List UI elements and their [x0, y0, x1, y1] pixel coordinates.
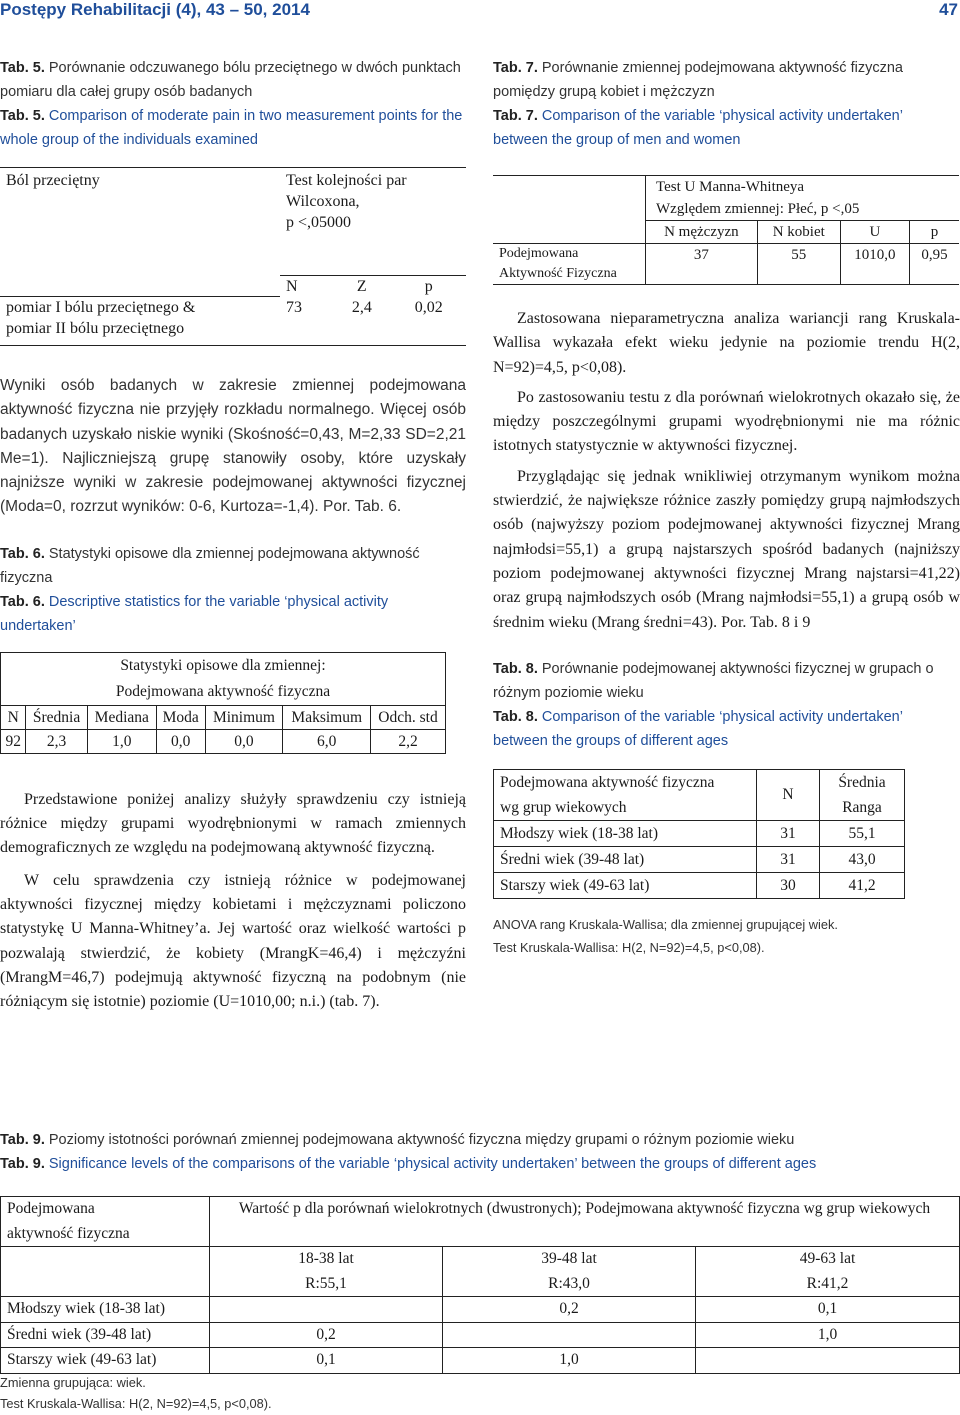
- tab7-row-label: Podejmowana Aktywność Fizyczna: [493, 244, 646, 285]
- tab9-cell: 0,1: [210, 1348, 443, 1374]
- tab9-notes: [0, 1372, 960, 1414]
- tab9-note-1: Zmienna grupująca: wiek.: [0, 1375, 146, 1390]
- tab9-cell: [210, 1297, 443, 1323]
- tab8-head-rank: Średnia Ranga: [820, 769, 905, 820]
- tab9-row: [1, 1348, 960, 1374]
- tab5-row-n: 73: [280, 297, 332, 346]
- tab5-caption-pl: Porównanie odczuwanego bólu przeciętnego w dwóch punktach pomiaru dla całej grupy osób badanych: [0, 60, 461, 100]
- tab8-row-label: Młodszy wiek (18-38 lat): [494, 820, 757, 846]
- tab7-caption: [493, 56, 960, 152]
- left-column: [0, 56, 466, 1014]
- tab6-value: 2,2: [371, 729, 446, 753]
- tab9-row: [1, 1322, 960, 1348]
- tab8-table: [493, 769, 905, 899]
- tab6-head: Średnia: [26, 705, 87, 729]
- tab5-row-label: pomiar I bólu przeciętnego & pomiar II bólu przeciętnego: [0, 297, 280, 346]
- tab9-row-label: Młodszy wiek (18-38 lat): [1, 1297, 210, 1323]
- left-paragraph-3: W celu sprawdzenia czy istnieją różnice w podejmowanej aktywności fizycznej między kobietami i mężczyznami policzono statystykę U Manna-Whitney’a. Jej wartość oraz wielkość wartości p pozwalają stwierdzić, że kobiety (MrangK=46,4) i mężczyźni (MrangM=46,7) podejmują aktywność fizyczną na podobnym (nie różniącym się istotnie) poziomie (U=1010,00; n.i.) (tab. 7).: [0, 871, 466, 1011]
- tab7-label-en: Tab. 7.: [493, 108, 538, 124]
- tab9-caption-pl: Poziomy istotności porównań zmiennej podejmowana aktywność fizyczna między grupami o różnym poziomie wieku: [44, 1132, 795, 1148]
- tab5-row-p: 0,02: [392, 297, 466, 346]
- tab5-label-pl: Tab. 5.: [0, 60, 45, 76]
- tab8-head-n: N: [757, 769, 820, 820]
- tab9-label-en: Tab. 9.: [0, 1156, 45, 1172]
- tab7-label-pl: Tab. 7.: [493, 60, 538, 76]
- page-number: 47: [939, 0, 958, 19]
- tab9-row-label: Średni wiek (39-48 lat): [1, 1322, 210, 1348]
- tab9-group: 49-63 lat R:41,2: [696, 1247, 960, 1297]
- tab8-row-rank: 43,0: [820, 846, 905, 872]
- tab8-row: [494, 820, 905, 846]
- tab7-row-u: 1010,0: [840, 244, 909, 285]
- tab8-head-label: Podejmowana aktywność fizyczna wg grup wiekowych: [494, 769, 757, 820]
- tab8-note-2: Test Kruskala-Wallisa: H(2, N=92)=4,5, p<0,08).: [493, 939, 765, 955]
- tab9-cell: 1,0: [443, 1348, 696, 1374]
- tab9-row: [1, 1297, 960, 1323]
- tab6-caption-en: Descriptive statistics for the variable ‘physical activity undertaken’: [0, 593, 389, 634]
- tab5-col-p: p: [392, 275, 466, 297]
- tab8-row-rank: 41,2: [820, 872, 905, 898]
- tab9-note-2: Test Kruskala-Wallisa: H(2, N=92)=4,5, p<0,08).: [0, 1396, 272, 1411]
- tab6-label-en: Tab. 6.: [0, 593, 45, 610]
- tab6-value: 0,0: [205, 729, 283, 753]
- tab8-notes: [493, 913, 960, 959]
- tab8-row-n: 31: [757, 846, 820, 872]
- tab9-cell: 0,1: [696, 1297, 960, 1323]
- tab8-row: [494, 846, 905, 872]
- tab8-label-en: Tab. 8.: [493, 708, 538, 725]
- tab9-cell: [696, 1348, 960, 1374]
- tab5-col-n: N: [280, 275, 332, 297]
- tab9-label-pl: Tab. 9.: [0, 1132, 45, 1148]
- tab5-col-z: Z: [332, 275, 392, 297]
- tab7-caption-en: Comparison of the variable ‘physical activity undertaken’ between the group of men and women: [493, 108, 903, 148]
- tab6-value-row: [1, 729, 446, 753]
- tab6-caption-pl: Statystyki opisowe dla zmiennej podejmowana aktywność fizyczna: [0, 545, 420, 586]
- tab8-note-1: ANOVA rang Kruskala-Wallisa; dla zmiennej grupującej wiek.: [493, 916, 838, 932]
- left-paragraph-2: Przedstawione poniżej analizy służyły sprawdzeniu czy istnieją różnice między grupami wyodrębnionymi w ramach zmiennych demograficznych ze względu na podejmowaną aktywność fizyczną.: [0, 790, 466, 857]
- tab5-label-en: Tab. 5.: [0, 108, 45, 124]
- tab9-head-top: Wartość p dla porównań wielokrotnych (dwustronych); Podejmowana aktywność fizyczna wg grup wiekowych: [210, 1197, 960, 1247]
- tab9-caption: [0, 1128, 960, 1176]
- tab8-row: [494, 872, 905, 898]
- tab6-header-row: [1, 705, 446, 729]
- right-paragraph-3: Przyglądając się jednak wnikliwiej otrzymanym wynikom można stwierdzić, że największe różnice zaszły pomiędzy grupą najmłodszych osób (najwyższy poziom podejmowanej aktywności fizycznej Mrang najmłodsi=55,1) a grupą najstarszych spośród badanych (najniższy poziom podejmowanej aktywności fizycznej Mrang najstarsi=41,22) oraz grupą najmłodszych osób (Mrang najmłodsi=55,1) a grupą osób w średnim wieku (Mrang średni=43). Por. Tab. 8 i 9: [493, 467, 960, 631]
- tab8-row-rank: 55,1: [820, 820, 905, 846]
- right-paragraph-1: Zastosowana nieparametryczna analiza wariancji rang Kruskala-Wallisa wykazała efekt wieku jedynie na poziomie trendu H(2, N=92)=4,5, p<0,08).: [493, 310, 960, 376]
- tab6-value: 2,3: [26, 729, 87, 753]
- tab5-header-left: Ból przeciętny: [0, 168, 280, 297]
- tab8-row-label: Średni wiek (39-48 lat): [494, 846, 757, 872]
- tab9-cell: 0,2: [443, 1297, 696, 1323]
- tab6-value: 1,0: [87, 729, 156, 753]
- tab8-row-n: 31: [757, 820, 820, 846]
- tab9-caption-en: Significance levels of the comparisons of the variable ‘physical activity undertaken’ between the groups of different ages: [44, 1156, 817, 1172]
- tab6-head: Odch. std: [371, 705, 446, 729]
- tab6-title: Statystyki opisowe dla zmiennej: Podejmowana aktywność fizyczna: [1, 652, 446, 705]
- tab6-head: N: [1, 705, 26, 729]
- tab8-caption-en: Comparison of the variable ‘physical activity undertaken’ between the groups of different ages: [493, 708, 903, 749]
- tab9-cell: 0,2: [210, 1322, 443, 1348]
- tab6-head: Minimum: [205, 705, 283, 729]
- tab7-col-p: p: [910, 221, 959, 244]
- journal-title: Postępy Rehabilitacji (4), 43 – 50, 2014: [0, 0, 310, 19]
- tab6-value: 92: [1, 729, 26, 753]
- tab6-caption: [0, 542, 466, 638]
- tab8-label-pl: Tab. 8.: [493, 660, 538, 677]
- tab7-caption-pl: Porównanie zmiennej podejmowana aktywność fizyczna pomiędzy grupą kobiet i mężczyzn: [493, 60, 903, 100]
- tab5-row-z: 2,4: [332, 297, 392, 346]
- tab7-table: [493, 175, 959, 285]
- tab7-col-u: U: [840, 221, 909, 244]
- tab9-group-blank: [1, 1247, 210, 1297]
- page-header: [0, 0, 960, 26]
- tab9-group: 18-38 lat R:55,1: [210, 1247, 443, 1297]
- tab9-table: [0, 1196, 960, 1374]
- tab6-head: Mediana: [87, 705, 156, 729]
- tab7-blank-2: [493, 221, 646, 244]
- tab7-row-nm: 37: [646, 244, 758, 285]
- tab5-header-test: Test kolejności par Wilcoxona, p <,05000: [280, 168, 466, 276]
- tab7-test-header: Test U Manna-Whitneya Względem zmiennej: Płeć, p <,05: [646, 176, 960, 221]
- tab7-row-p: 0,95: [910, 244, 959, 285]
- tab6-value: 6,0: [283, 729, 371, 753]
- tab7-row-nk: 55: [757, 244, 840, 285]
- tab7-blank: [493, 176, 646, 221]
- right-column: [493, 56, 960, 959]
- tab9-row-label: Starszy wiek (49-63 lat): [1, 1348, 210, 1374]
- tab7-col-nk: N kobiet: [757, 221, 840, 244]
- tab9-group: 39-48 lat R:43,0: [443, 1247, 696, 1297]
- tab5-caption: [0, 56, 466, 152]
- tab7-col-nm: N mężczyzn: [646, 221, 758, 244]
- tab8-caption-pl: Porównanie podejmowanej aktywności fizycznej w grupach o różnym poziomie wieku: [493, 660, 934, 701]
- tab6-head: Maksimum: [283, 705, 371, 729]
- tab6-value: 0,0: [156, 729, 205, 753]
- tab9-head-left: Podejmowana aktywność fizyczna: [1, 1197, 210, 1247]
- tab5-caption-en: Comparison of moderate pain in two measurement points for the whole group of the individuals examined: [0, 108, 463, 148]
- tab6-head: Moda: [156, 705, 205, 729]
- right-paragraph-2: Po zastosowaniu testu z dla porównań wielokrotnych okazało się, że między poszczególnymi grupami wyodrębnionymi nie ma różnic istotnych statystycznie w aktywności fizycznej.: [493, 388, 960, 455]
- tab8-caption: [493, 657, 960, 753]
- tab9-cell: [443, 1322, 696, 1348]
- tab5-table: [0, 167, 466, 346]
- tab8-row-label: Starszy wiek (49-63 lat): [494, 872, 757, 898]
- tab6-label-pl: Tab. 6.: [0, 545, 45, 562]
- tab8-row-n: 30: [757, 872, 820, 898]
- tab6-table: [0, 652, 446, 754]
- tab9-cell: 1,0: [696, 1322, 960, 1348]
- left-paragraph-1: Wyniki osób badanych w zakresie zmiennej podejmowana aktywność fizyczna nie przyjęły rozkładu normalnego. Więcej osób badanych uzyskało niskie wyniki (Skośność=0,43, M=2,33 SD=2,21 Me=1). Najliczniejszą grupę stanowiły osoby, które uzyskały najniższe wyniki w zakresie podejmowanej aktywności fizycznej (Moda=0, rozrzut wyników: 0-6, Kurtoza=-1,4). Por. Tab. 6.: [0, 377, 466, 516]
